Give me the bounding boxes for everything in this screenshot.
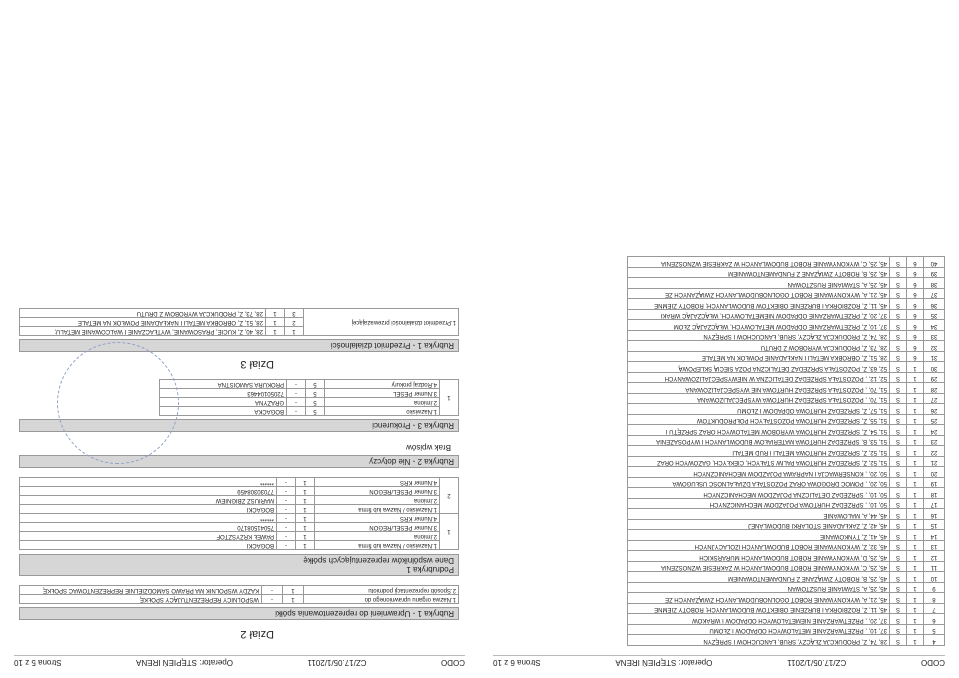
table-row: 40 6 S 45, 25, C, WYKONYWANIE ROBÓT BUDOWLANYCH W ZAKRESIE WZNOSZENIA [628,257,945,268]
table-row: 29 1 S 52, 12, , POZOSTAŁA SPRZEDAŻ DETALICZNA W NIEWYSPECJALIZOWANYCH [628,373,945,384]
table-row: 12 1 S 45, 25, D, WYKONYWANIE ROBÓT BUDOWLANYCH MURARSKICH [628,551,945,562]
table-row: 33 6 S 28, 74, Z, PRODUKCJA ZŁĄCZY, ŚRUB, ŁAŃCUCHÓW I SPRĘŻYN [628,331,945,342]
w2-imiona: MARIUSZ ZBIGNIEW [20,496,277,505]
table-row: 6 1 S 37, 20, , PRZETWARZANIE NIEMETALOWYCH ODPADÓW I WRAKÓW [628,614,945,625]
table-row: 14 1 S 45, 41, Z, TYNKOWANIE [628,530,945,541]
page-5 [0,0,479,678]
header-strona: Strona 6 z 10 [493,658,541,668]
header-sygnatura: CZ/17.05/1/2011 [787,658,847,668]
przedmiot-table [19,308,459,336]
w2-nazwisko: BOGACKI [20,505,277,514]
table-row: 15 1 S 45, 42, Z, ZAKŁADANIE STOLARKI BUDOWLANEJ [628,520,945,531]
p-nazwisko: BOGACKA [160,407,287,416]
table-row: 35 6 S 37, 20, Z, PRZETWARZANIE ODPADÓW NIEMETALOWYCH, WŁĄCZAJĄC WRAKI [628,310,945,321]
label: 1.Nazwa organu uprawnionego do [304,595,459,604]
table-row: 24 1 S 51, 54, Z, SPRZEDAŻ HURTOWA WYROBÓW METALOWYCH ORAZ SPRZĘTU I [628,425,945,436]
podrubryka-1-title [19,554,459,576]
table-row: 30 1 S 52, 63, Z, POZOSTAŁA SPRZEDAŻ DETALICZNA POZA SIECIĄ SKLEPOWĄ [628,362,945,373]
table-row: 34 6 S 37, 10, Z, PRZETWARZANIE ODPADÓW METALOWYCH, WŁĄCZAJĄC ZŁOM [628,320,945,331]
table-row: 22 1 S 51, 52, Z, SPRZEDAŻ HURTOWA METALI I RUD METALI [628,446,945,457]
w1-nazwisko: BOGACKI [20,541,277,550]
table-row: 8 1 S 45, 21, A, WYKONYWANIE ROBÓT OGÓLNOBUDOWLANYCH ZWIĄZANYCH ZE [628,593,945,604]
table-row: 38 6 S 45, 25, A, STAWIANIE RUSZTOWAŃ [628,278,945,289]
table-row: 17 1 S 50, 10, , SPRZEDAŻ HURTOWA POJAZDÓW MECHANICZNYCH [628,499,945,510]
table-row: 19 1 S 50, 20, , POMOC DROGOWA ORAZ POZOSTAŁA DZIAŁALNOŚĆ USŁUGOWA [628,478,945,489]
table-row: 11 1 S 45, 25, C, WYKONYWANIE ROBÓT BUDOWLANYCH W ZAKRESIE WZNOSZENIA [628,562,945,573]
podrubryka-sub: Dane wspólników reprezentujących spółkę [303,556,454,565]
rubryka-1-title: Rubryka 1 - Uprawnieni do reprezentowania spółki [19,607,459,620]
header-codo: CODO [441,658,465,668]
table-row: 20 1 S 50, 20, , KONSERWACJA I NAPRAWA POJAZDÓW MECHANICZNYCH [628,467,945,478]
table-row: 4 1 S 28, 74, Z, PRODUKCJA ZŁĄCZY, ŚRUB, ŁAŃCUCHÓW I SPRĘŻYN [628,635,945,646]
table-row: 7 1 S 45, 11, Z, ROZBIÓRKA I BURZENIE OBIEKTÓW BUDOWLANYCH; ROBOTY ZIEMNE [628,604,945,615]
w1-pesel: 75041508170 [20,523,277,532]
page-6 [479,0,959,678]
pkd-table [627,257,945,647]
value: WSPÓLNICY REPREZENTUJĄCY SPÓŁKĘ [20,595,262,604]
table-row: 23 1 S 51, 53, B, SPRZEDAŻ HURTOWA MATERIAŁÓW BUDOWLANYCH I WYPOSAŻENIA [628,436,945,447]
header-codo: CODO [921,658,945,668]
w1-imiona: PAWEŁ KRZYSZTOF [20,532,277,541]
table-row: 32 6 S 28, 73, Z, PRODUKCJA WYROBÓW Z DRUTU [628,341,945,352]
header-operator: Operator: STĘPIEŃ IRENA [136,658,234,668]
table-row: 18 1 S 50, 10, , SPRZEDAŻ DETALICZNA POJAZDÓW MECHANICZNYCH [628,488,945,499]
table-row: 25 1 S 51, 55, Z, SPRZEDAŻ HURTOWA POZOSTAŁYCH PÓŁPRODUKTÓW [628,415,945,426]
table-row: 3 1 28, 73, Z, PRODUKCJA WYROBÓW Z DRUTU [20,309,459,318]
w2-pesel: 77030308459 [20,487,277,496]
header-operator: Operator: STĘPIEŃ IRENA [615,658,713,668]
page-header [493,655,945,670]
table-row: 26 1 S 51, 57, Z, SPRZEDAŻ HURTOWA ODPADÓW I ZŁOMU [628,404,945,415]
table-row: 28 1 S 51, 70, , POZOSTAŁA SPRZEDAŻ HURTOWA NIE WYSPECJALIZOWANA [628,383,945,394]
p-imiona: GRAŻYNA [160,398,287,407]
value: KAŻDY WSPÓLNIK MA PRAWO SAMODZIELNIE REPREZENTOWAĆ SPÓŁKĘ [20,586,262,595]
rubryka-1-table: 1.Nazwa organu uprawnionego do 1 - WSPÓLNICY REPREZENTUJĄCY SPÓŁKĘ 2.Sposób reprezentacji podmiotu 1 - KAŻDY WSPÓLNIK MA PRAWO SAMODZIELNIE REPREZENTOWAĆ SPÓŁKĘ [19,585,459,604]
header-sygnatura: CZ/17.05/1/2011 [307,658,367,668]
table-row: 13 1 S 45, 32, Z, WYKONYWANIE ROBÓT BUDOWLANYCH IZOLACYJNYCH [628,541,945,552]
table-row: 16 1 S 45, 44, A, MALOWANIE [628,509,945,520]
table-row: 5 1 S 37, 10, , PRZETWARZANIE METALOWYCH ODPADÓW I ZŁOMU [628,625,945,636]
table-row: 10 1 S 45, 25, B, ROBOTY ZWIĄZANE Z FUNDAMENTOWANIEM [628,572,945,583]
table-row: 21 1 S 51, 52, Z, SPRZEDAŻ HURTOWA PALIW STAŁYCH, CIEKŁYCH, GAZOWYCH ORAZ [628,457,945,468]
rubryka-3-title: Rubryka 3 - Prokurenci [19,419,459,432]
prokurenci-table: 1 1.Nazwisko 5 - BOGACKA 2.Imiona 5 - GRAŻYNA 3.Numer PESEL 5 - 72050104463 4.Rodzaj prokury 5 - PROKURA SAMOISTNA [159,379,459,416]
page-header [14,655,465,670]
dzial-3-title: Dział 3 [240,358,274,370]
podrubryka-label: Podrubryka 1 [406,565,454,574]
table-row: 37 6 S 45, 21, A, WYKONYWANIE ROBÓT OGÓLNOBUDOWLANYCH ZWIĄZANYCH ZE [628,289,945,300]
table-row: 36 6 S 45, 11, Z, ROZBIÓRKA I BURZENIE OBIEKTÓW BUDOWLANYCH; ROBOTY ZIEMNE [628,299,945,310]
label: 2.Sposób reprezentacji podmiotu [304,586,459,595]
rubryka-2-title: Rubryka 2 - Nie dotyczy [19,455,459,468]
dzial-2-title: Dział 2 [240,628,274,640]
rubryka-1-przedmiot-title: Rubryka 1 - Przedmiot działalności [19,339,459,352]
w2-krs: ****** [20,478,277,487]
p-rodzaj: PROKURA SAMOISTNA [160,380,287,389]
table-row: 39 6 S 45, 25, B, ROBOTY ZWIĄZANE Z FUNDAMENTOWANIEM [628,268,945,279]
official-stamp [57,342,179,464]
header-strona: Strona 5 z 10 [14,658,62,668]
w1-krs: ****** [20,514,277,523]
p-pesel: 72050104463 [160,389,287,398]
table-row: 9 1 S 45, 25, A, STAWIANIE RUSZTOWAŃ [628,583,945,594]
table-row: 2 1 28, 51, Z, OBRÓBKA METALI I NAKŁADANIE POWŁOK NA METALE [20,318,459,327]
table-row: 1.Przedmiot działalności przeważającej 1 1 28, 40, Z, KUCIE, PRASOWANIE, WYTŁACZANIE I WALCOWANIE METALU; [20,327,459,336]
rubryka-2-value: Brak wpisów [406,443,451,452]
wspolnicy-table: 1 1.Nazwisko / Nazwa lub firma 1 - BOGACKI 2.Imiona 1 - PAWEŁ KRZYSZTOF 3.Numer PESEL/REGON 1 - 75041508170 4.Numer KRS 1 - ****** 2 1.Nazwisko / Nazwa lub firma 1 - BOGACKI 2.Imiona 1 - MARIUSZ ZBIGNIEW 3.Numer PESEL/REGON 1 - 77030308459 4.Numer KRS 1 - ****** [19,477,459,550]
table-row: 31 6 S 28, 51, Z, OBRÓBKA METALI I NAKŁADANIE POWŁOK NA METALE [628,352,945,363]
table-row: 27 1 S 51, 70, , POZOSTAŁA SPRZEDAŻ HURTOWA WYSPECJALIZOWANA [628,394,945,405]
